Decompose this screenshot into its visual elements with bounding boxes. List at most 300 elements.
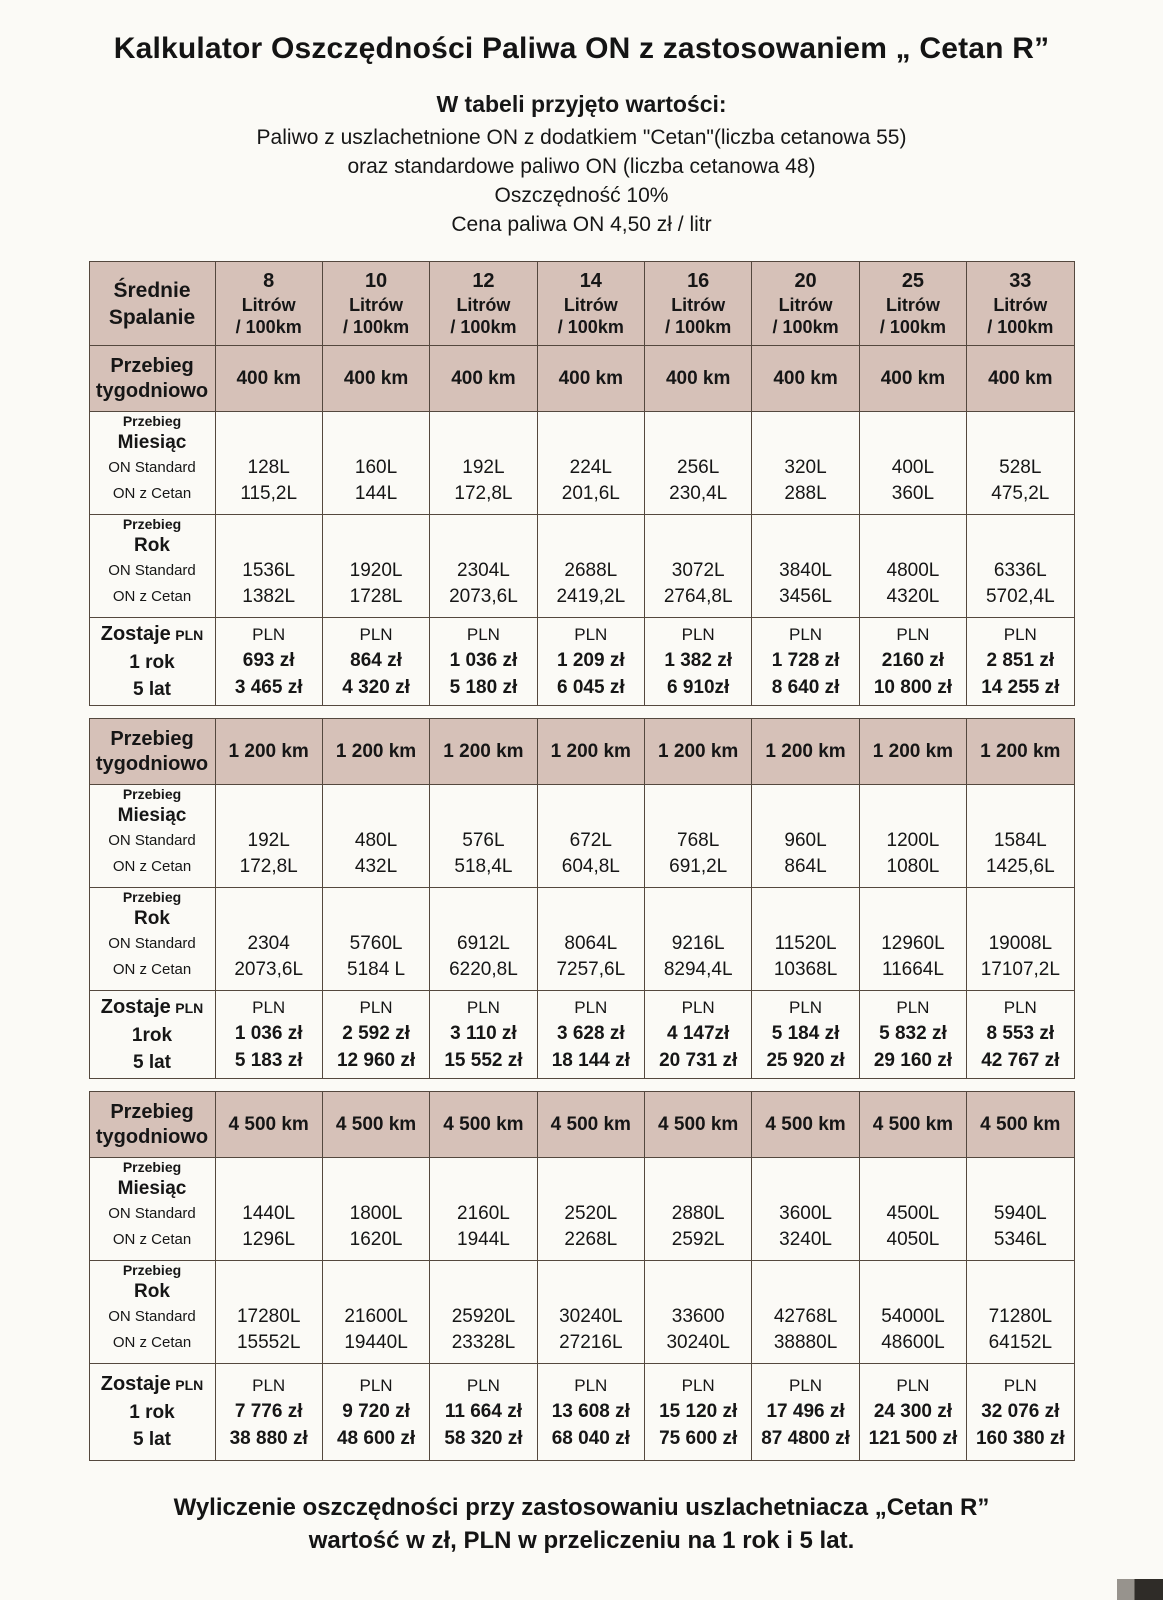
yearly-usage-value [859,515,966,618]
savings-label [89,1364,215,1461]
column-header-14l [537,262,644,346]
yearly-usage-label [89,888,215,991]
fuel-type-label: ON z Cetan [112,1334,192,1351]
column-unit: Litrów [671,295,726,315]
fuel-savings-table [89,261,1075,1461]
yearly-usage-value [859,888,966,991]
on-cetan-value: 201,6L [561,483,620,504]
section-gap-cell [89,1079,1074,1092]
yearly-usage-value [967,888,1074,991]
weekly-mileage-value [430,719,537,785]
fuel-type-label: ON Standard [108,459,196,476]
savings-1-year: 1 036 zł [234,1023,303,1044]
savings-5-years: 18 144 zł [551,1050,630,1071]
currency-word: PLN [359,625,393,644]
yearly-usage-value [430,1261,537,1364]
on-cetan-value: 1382L [242,586,296,607]
weekly-km-value: 4 500 km [765,1113,846,1135]
currency-word: PLN [466,625,500,644]
savings-word: Zostaje [100,1373,171,1395]
fuel-type-label: ON Standard [108,935,196,952]
fuel-type-label: ON z Cetan [112,485,192,502]
savings-5-years: 3 465 zł [234,677,303,698]
monthly-usage-value [215,785,322,888]
weekly-km-value: 400 km [773,367,838,389]
savings-row [89,991,1074,1079]
weekly-mileage-value [430,1092,537,1158]
savings-5-years: 29 160 zł [873,1050,953,1071]
column-consumption-value: 8 [263,270,275,292]
on-standard-value: 400L [891,457,935,478]
on-cetan-value: 604,8L [561,856,620,877]
on-cetan-value: 2764,8L [663,586,733,607]
on-standard-value: 528L [999,457,1042,478]
savings-1-year: 24 300 zł [873,1400,953,1422]
currency-word: PLN [681,1375,715,1395]
weekly-mileage-value [752,1092,859,1158]
on-cetan-value: 8294,4L [663,959,733,980]
on-cetan-value: 23328L [451,1332,516,1353]
yearly-usage-value [322,1261,429,1364]
savings-value [322,1364,429,1461]
on-cetan-value: 115,2L [240,483,298,504]
weekly-label-line: tygodniowo [95,752,209,775]
column-consumption-value: 12 [472,270,495,292]
savings-5-years: 12 960 zł [336,1050,416,1071]
on-cetan-value: 172,8L [239,856,298,877]
on-cetan-value: 144L [354,483,398,504]
weekly-km-value: 400 km [236,367,301,389]
savings-label [89,618,215,706]
on-standard-value: 2304 [247,933,290,954]
column-header-8l [215,262,322,346]
column-unit: / 100km [879,317,946,337]
on-cetan-value: 3456L [779,586,832,607]
weekly-km-value: 4 500 km [443,1113,524,1135]
monthly-usage-value [322,412,429,515]
on-cetan-value: 230,4L [669,483,728,504]
yearly-usage-row [89,888,1074,991]
weekly-mileage-value [537,1092,644,1158]
currency-word: PLN [574,1375,608,1395]
savings-value [967,1364,1074,1461]
currency-word: PLN [1003,625,1037,644]
yearly-usage-value [645,515,752,618]
on-standard-value: 480L [354,830,398,851]
on-cetan-value: 360L [891,483,935,504]
on-standard-value: 8064L [564,933,618,954]
yearly-usage-value [322,515,429,618]
savings-5-years: 6 910zł [667,677,730,698]
on-standard-value: 2880L [671,1203,725,1224]
on-standard-value: 5940L [993,1203,1047,1224]
on-standard-value: 1584L [993,830,1047,851]
weekly-label-line: tygodniowo [95,379,209,402]
currency-word: PLN [789,998,823,1017]
savings-label [89,991,215,1079]
weekly-mileage-value [752,719,859,785]
savings-5-years: 48 600 zł [336,1427,416,1449]
savings-1-year: 5 832 zł [879,1023,947,1044]
period-label-line: Przebieg [122,786,182,802]
currency-word: PLN [896,625,930,644]
on-cetan-value: 15552L [236,1332,301,1353]
savings-5-years: 10 800 zł [873,677,953,698]
on-standard-value: 1536L [242,560,296,581]
intro-line: Cena paliwa ON 4,50 zł / litr [451,213,712,236]
savings-5-years: 38 880 zł [229,1427,308,1449]
column-header-10l [322,262,429,346]
savings-5-years: 25 920 zł [766,1050,845,1071]
weekly-km-value: 1 200 km [335,740,417,762]
column-unit: / 100km [235,317,302,337]
currency-word: PLN [175,1377,204,1393]
weekly-km-value: 4 500 km [980,1113,1061,1135]
currency-word: PLN [466,998,500,1017]
on-standard-value: 6336L [993,560,1047,581]
column-unit: Litrów [563,295,618,315]
savings-1-year: 864 zł [350,650,402,671]
on-cetan-value: 6220,8L [449,959,518,980]
weekly-mileage-label [89,719,215,785]
on-standard-value: 25920L [451,1306,516,1327]
yearly-usage-value [322,888,429,991]
savings-label-line [90,621,215,649]
on-cetan-value: 19440L [344,1332,408,1353]
weekly-mileage-value [322,346,429,412]
savings-1-year: 13 608 zł [551,1400,630,1422]
period-label-line: Przebieg [122,1159,182,1175]
yearly-usage-row [89,515,1074,618]
intro-block [0,90,1163,239]
on-cetan-value: 38880L [773,1332,838,1353]
on-cetan-value: 691,2L [669,856,728,877]
currency-word: PLN [574,625,608,644]
corner-label: Średnie [113,278,191,302]
yearly-usage-value [645,888,752,991]
on-cetan-value: 518,4L [454,856,513,877]
savings-1-year: 7 776 zł [234,1400,303,1422]
weekly-mileage-row [89,719,1074,785]
on-cetan-value: 3240L [779,1229,832,1250]
on-cetan-value: 4050L [886,1229,940,1250]
savings-1-year: 1 036 zł [449,650,518,671]
currency-word: PLN [1003,998,1037,1017]
on-standard-value: 71280L [988,1306,1053,1327]
currency-word: PLN [252,998,286,1017]
savings-value [322,991,429,1079]
weekly-label-line: Przebieg [110,727,194,750]
on-standard-value: 33600 [671,1306,725,1327]
weekly-km-value: 400 km [880,367,946,389]
page-title: Kalkulator Oszczędności Paliwa ON z zastosowaniem „ Cetan R” [113,32,1050,65]
yearly-usage-label [89,515,215,618]
monthly-usage-label [89,785,215,888]
weekly-mileage-value [859,346,966,412]
monthly-usage-value [859,785,966,888]
monthly-usage-value [430,412,537,515]
on-standard-value: 54000L [881,1306,945,1327]
on-cetan-value: 5702,4L [985,586,1055,607]
column-consumption-value: 33 [1009,270,1032,292]
monthly-usage-value [322,785,429,888]
on-cetan-value: 1944L [457,1229,510,1250]
five-years-label: 5 lat [132,1051,172,1073]
weekly-mileage-value [645,1092,752,1158]
column-unit: / 100km [557,317,624,337]
column-consumption-value: 25 [901,270,925,292]
weekly-km-value: 1 200 km [980,740,1061,762]
period-label-line: Miesiąc [117,1178,187,1199]
column-unit: Litrów [778,295,833,315]
on-standard-value: 2304L [457,560,510,581]
savings-value [645,618,752,706]
currency-word: PLN [175,626,204,643]
footer-note [0,1491,1163,1557]
on-cetan-value: 4320L [886,586,940,607]
savings-1-year: 1 728 zł [771,650,840,671]
monthly-usage-value [537,412,644,515]
savings-1-year: 3 110 zł [450,1023,517,1044]
on-standard-value: 768L [677,830,720,851]
currency-word: PLN [789,625,823,644]
currency-word: PLN [252,625,286,644]
savings-1-year: 17 496 zł [766,1400,845,1422]
savings-value [967,618,1074,706]
on-standard-value: 224L [569,457,612,478]
savings-row [89,618,1074,706]
on-cetan-value: 5346L [993,1229,1047,1250]
on-standard-value: 960L [784,830,827,851]
weekly-mileage-row [89,1092,1074,1158]
savings-1-year: 5 184 zł [771,1023,840,1044]
on-cetan-value: 1080L [886,856,940,877]
weekly-label-line: Przebieg [110,354,194,377]
on-standard-value: 3072L [671,560,725,581]
on-cetan-value: 5184 L [347,959,406,980]
table-wrap [89,261,1075,1461]
column-unit: Litrów [885,295,940,315]
period-label-line: Rok [134,908,170,929]
on-cetan-value: 7257,6L [556,959,626,980]
monthly-usage-value [537,1158,644,1261]
savings-5-years: 14 255 zł [981,677,1060,698]
monthly-usage-row [89,1158,1074,1261]
period-label-line: Rok [134,535,170,556]
scan-artifact [1117,1579,1163,1600]
weekly-mileage-value [967,346,1074,412]
savings-5-years: 20 731 zł [659,1050,738,1071]
column-header-20l [752,262,859,346]
savings-5-years: 121 500 zł [868,1427,958,1449]
intro-line: Paliwo z uszlachetnione ON z dodatkiem "Cetan"(liczba cetanowa 55) [256,126,907,149]
on-cetan-value: 1728L [349,586,403,607]
monthly-usage-value [430,1158,537,1261]
column-header-25l [859,262,966,346]
savings-1-year: 8 553 zł [986,1023,1055,1044]
on-cetan-value: 1296L [242,1229,296,1250]
yearly-usage-row [89,1261,1074,1364]
savings-5-years: 6 045 zł [557,677,625,698]
on-standard-value: 320L [784,457,827,478]
fuel-type-label: ON z Cetan [112,588,192,605]
on-cetan-value: 864L [784,856,827,877]
weekly-label-line: tygodniowo [95,1125,209,1148]
one-year-label: 1 rok [129,1402,175,1423]
savings-1-year: 1 209 zł [557,650,625,671]
monthly-usage-value [967,412,1074,515]
on-cetan-value: 2419,2L [556,586,626,607]
yearly-usage-value [537,1261,644,1364]
currency-word: PLN [359,1375,393,1395]
section-gap-cell [89,706,1074,719]
monthly-usage-value [430,785,537,888]
on-cetan-value: 288L [784,483,827,504]
column-unit: / 100km [665,317,732,337]
on-cetan-value: 432L [354,856,398,877]
on-standard-value: 1200L [886,830,940,851]
on-cetan-value: 48600L [881,1332,945,1353]
on-standard-value: 128L [247,457,290,478]
period-label-line: Przebieg [122,1262,182,1278]
savings-5-years: 15 552 zł [444,1050,523,1071]
on-standard-value: 21600L [344,1306,408,1327]
currency-word: PLN [252,1375,286,1395]
savings-1-year: 2160 zł [881,650,945,671]
weekly-km-value: 4 500 km [550,1113,631,1135]
savings-value [537,991,644,1079]
savings-label-line [90,994,215,1022]
on-standard-value: 42768L [773,1306,838,1327]
weekly-km-value: 400 km [988,367,1053,389]
on-cetan-value: 172,8L [454,483,513,504]
savings-value [215,1364,322,1461]
on-standard-value: 576L [462,830,505,851]
savings-value [752,991,859,1079]
on-standard-value: 672L [569,830,612,851]
on-standard-value: 192L [247,830,290,851]
column-unit: / 100km [343,317,410,337]
weekly-mileage-value [967,719,1074,785]
on-standard-value: 5760L [349,933,403,954]
on-standard-value: 192L [462,457,505,478]
yearly-usage-value [430,888,537,991]
savings-1-year: 15 120 zł [659,1400,738,1422]
savings-5-years: 5 183 zł [234,1050,303,1071]
savings-value [645,991,752,1079]
on-standard-value: 4500L [886,1203,940,1224]
savings-value [215,618,322,706]
period-label-line: Przebieg [122,889,182,905]
weekly-mileage-value [645,719,752,785]
monthly-usage-value [752,412,859,515]
corner-label: Spalanie [108,305,196,329]
weekly-km-value: 400 km [558,367,624,389]
on-cetan-value: 11664L [881,959,944,980]
period-label-line: Miesiąc [117,805,187,826]
weekly-mileage-label [89,346,215,412]
intro-line: Oszczędność 10% [494,184,669,207]
on-cetan-value: 64152L [988,1332,1053,1353]
column-consumption-value: 10 [364,270,388,292]
column-header-16l [645,262,752,346]
weekly-label-line: Przebieg [110,1100,194,1123]
savings-5-years: 8 640 zł [771,677,840,698]
period-label-line: Rok [134,1281,170,1302]
on-standard-value: 256L [677,457,720,478]
yearly-usage-value [430,515,537,618]
on-standard-value: 160L [354,457,398,478]
weekly-mileage-value [215,719,322,785]
on-cetan-value: 2073,6L [234,959,304,980]
on-standard-value: 11520L [774,933,837,954]
monthly-usage-label [89,1158,215,1261]
on-standard-value: 1920L [349,560,403,581]
yearly-usage-label [89,1261,215,1364]
monthly-usage-value [645,1158,752,1261]
section-gap [89,1079,1074,1092]
yearly-usage-value [752,515,859,618]
savings-word: Zostaje [100,995,171,1018]
savings-5-years: 58 320 zł [444,1427,523,1449]
fuel-type-label: ON Standard [108,832,196,849]
weekly-mileage-value [967,1092,1074,1158]
on-cetan-value: 2268L [564,1229,618,1250]
yearly-usage-value [967,1261,1074,1364]
savings-5-years: 5 180 zł [449,677,518,698]
on-cetan-value: 2592L [671,1229,725,1250]
column-unit: Litrów [456,295,511,315]
on-standard-value: 4800L [886,560,940,581]
weekly-mileage-value [752,346,859,412]
on-standard-value: 30240L [559,1306,623,1327]
weekly-mileage-value [537,719,644,785]
savings-value [645,1364,752,1461]
savings-1-year: 11 664 zł [444,1400,522,1422]
intro-line: oraz standardowe paliwo ON (liczba cetanowa 48) [347,155,816,178]
on-cetan-value: 27216L [559,1332,623,1353]
on-cetan-value: 30240L [666,1332,730,1353]
monthly-usage-value [967,1158,1074,1261]
weekly-mileage-value [215,346,322,412]
one-year-label: 1 rok [129,651,175,673]
savings-1-year: 1 382 zł [664,650,732,671]
currency-word: PLN [896,998,930,1017]
currency-word: PLN [359,998,393,1017]
fuel-type-label: ON z Cetan [112,961,192,978]
yearly-usage-value [215,515,322,618]
savings-value [322,618,429,706]
weekly-mileage-value [322,1092,429,1158]
period-label-line: Przebieg [122,413,182,429]
savings-value [859,618,966,706]
column-unit: / 100km [450,317,517,337]
period-label-line: Przebieg [122,516,182,532]
weekly-km-value: 1 200 km [872,740,954,762]
weekly-mileage-value [859,719,966,785]
savings-5-years: 87 4800 zł [761,1427,850,1449]
currency-word: PLN [1003,1375,1037,1395]
five-years-label: 5 lat [132,678,172,700]
yearly-usage-value [215,1261,322,1364]
currency-word: PLN [466,1375,500,1395]
currency-word: PLN [681,998,715,1017]
column-consumption-value: 16 [687,270,710,292]
footer-line: Wyliczenie oszczędności przy zastosowaniu uszlachetniacza „Cetan R” [173,1494,990,1521]
on-standard-value: 19008L [988,933,1053,954]
weekly-km-value: 4 500 km [335,1113,417,1135]
savings-1-year: 3 628 zł [557,1023,625,1044]
